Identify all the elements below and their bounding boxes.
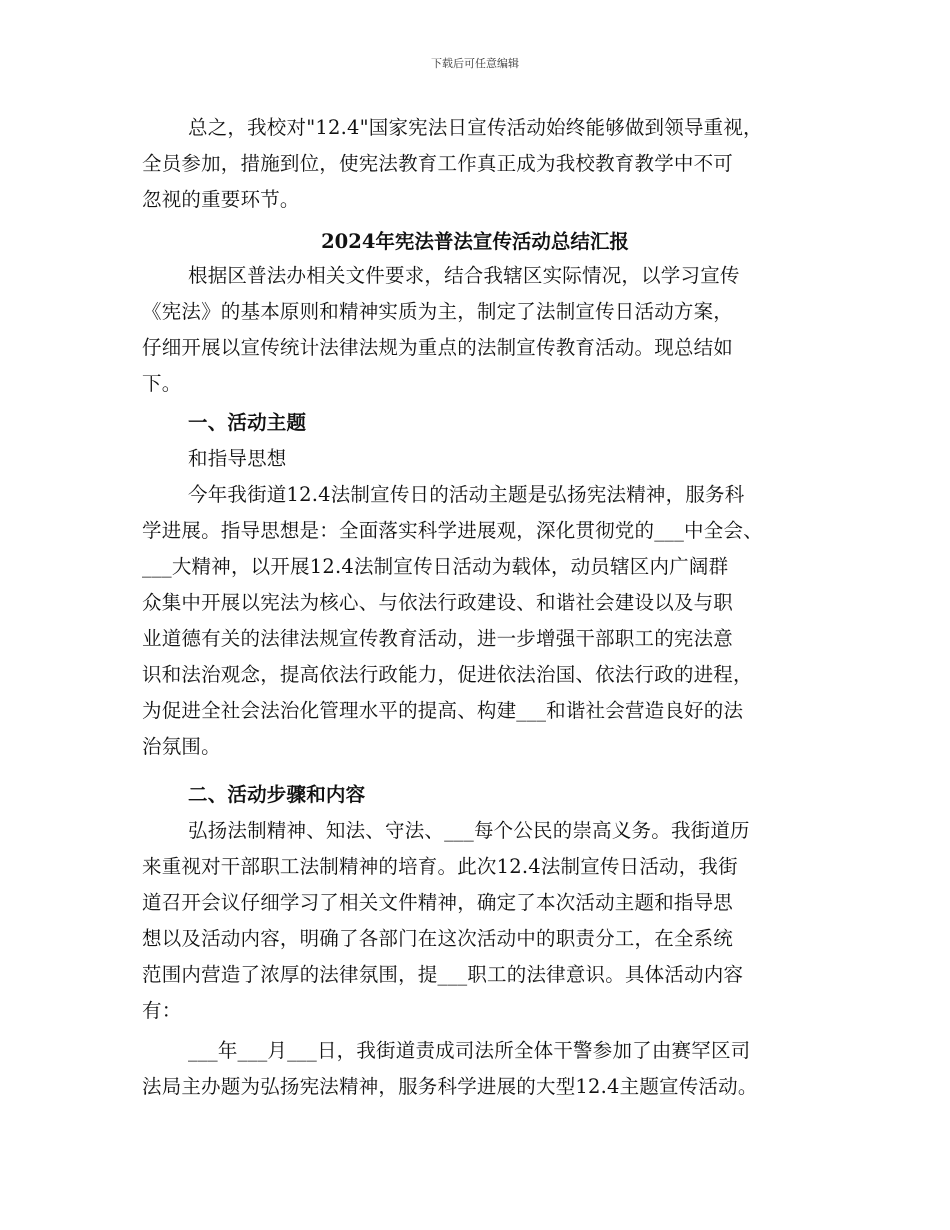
text-line: 法局主办题为弘扬宪法精神，服务科学进展的大型12.4主题宣传活动。 bbox=[142, 1075, 758, 1098]
text-line: 想以及活动内容，明确了各部门在这次活动中的职责分工，在全系统 bbox=[142, 927, 734, 950]
text-line: ___年___月___日，我街道责成司法所全体干警参加了由赛罕区司 bbox=[188, 1039, 751, 1062]
text-line: 全员参加，措施到位，使宪法教育工作真正成为我校教育教学中不可 bbox=[142, 152, 734, 175]
text-line: 众集中开展以宪法为核心、与依法行政建设、和谐社会建设以及与职 bbox=[142, 591, 734, 614]
text-line: 根据区普法办相关文件要求，结合我辖区实际情况，以学习宣传 bbox=[188, 264, 740, 287]
page-header: 下载后可任意编辑 bbox=[431, 57, 519, 70]
text-line: 学进展。指导思想是：全面落实科学进展观，深化贯彻党的___中全会、 bbox=[142, 519, 763, 542]
text-line: 为促进全社会法治化管理水平的提高、构建___和谐社会营造良好的法 bbox=[142, 699, 744, 722]
section-1-heading: 一、活动主题 bbox=[188, 411, 307, 434]
conclusion-paragraph bbox=[142, 110, 832, 218]
section-2-heading: 二、活动步骤和内容 bbox=[188, 783, 366, 806]
text-line: 有： bbox=[142, 999, 182, 1022]
text-line: 业道德有关的法律法规宣传教育活动，进一步增强干部职工的宪法意 bbox=[142, 627, 734, 650]
intro-paragraph bbox=[142, 258, 832, 402]
text-line: 总之，我校对"12.4"国家宪法日宣传活动始终能够做到领导重视， bbox=[188, 116, 763, 139]
text-line: 忽视的重要环节。 bbox=[142, 188, 300, 211]
text-line: ___大精神，以开展12.4法制宣传日活动为载体，动员辖区内广阔群 bbox=[142, 555, 729, 578]
text-line: 仔细开展以宣传统计法律法规为重点的法制宣传教育活动。现总结如 bbox=[142, 336, 734, 359]
text-line: 识和法治观念，提高依法行政能力，促进依法治国、依法行政的进程， bbox=[142, 663, 753, 686]
text-line: 来重视对干部职工法制精神的培育。此次12.4法制宣传日活动，我街 bbox=[142, 855, 738, 878]
section-1 bbox=[142, 405, 832, 765]
text-line: 下。 bbox=[142, 372, 182, 395]
section-1-subheading: 和指导思想 bbox=[188, 447, 287, 470]
text-line: 范围内营造了浓厚的法律氛围，提___职工的法律意识。具体活动内容 bbox=[142, 963, 744, 986]
text-line: 今年我街道12.4法制宣传日的活动主题是弘扬宪法精神，服务科 bbox=[188, 483, 745, 506]
text-line: 道召开会议仔细学习了相关文件精神，确定了本次活动主题和指导思 bbox=[142, 891, 734, 914]
section-2 bbox=[142, 777, 832, 1029]
text-line: 治氛围。 bbox=[142, 735, 221, 758]
text-line: 弘扬法制精神、知法、守法、___每个公民的崇高义务。我街道历 bbox=[188, 819, 750, 842]
section-2-paragraph-2 bbox=[142, 1033, 832, 1105]
document-title: 2024年宪法普法宣传活动总结汇报 bbox=[321, 230, 629, 253]
text-line: 《宪法》的基本原则和精神实质为主，制定了法制宣传日活动方案， bbox=[142, 300, 734, 323]
